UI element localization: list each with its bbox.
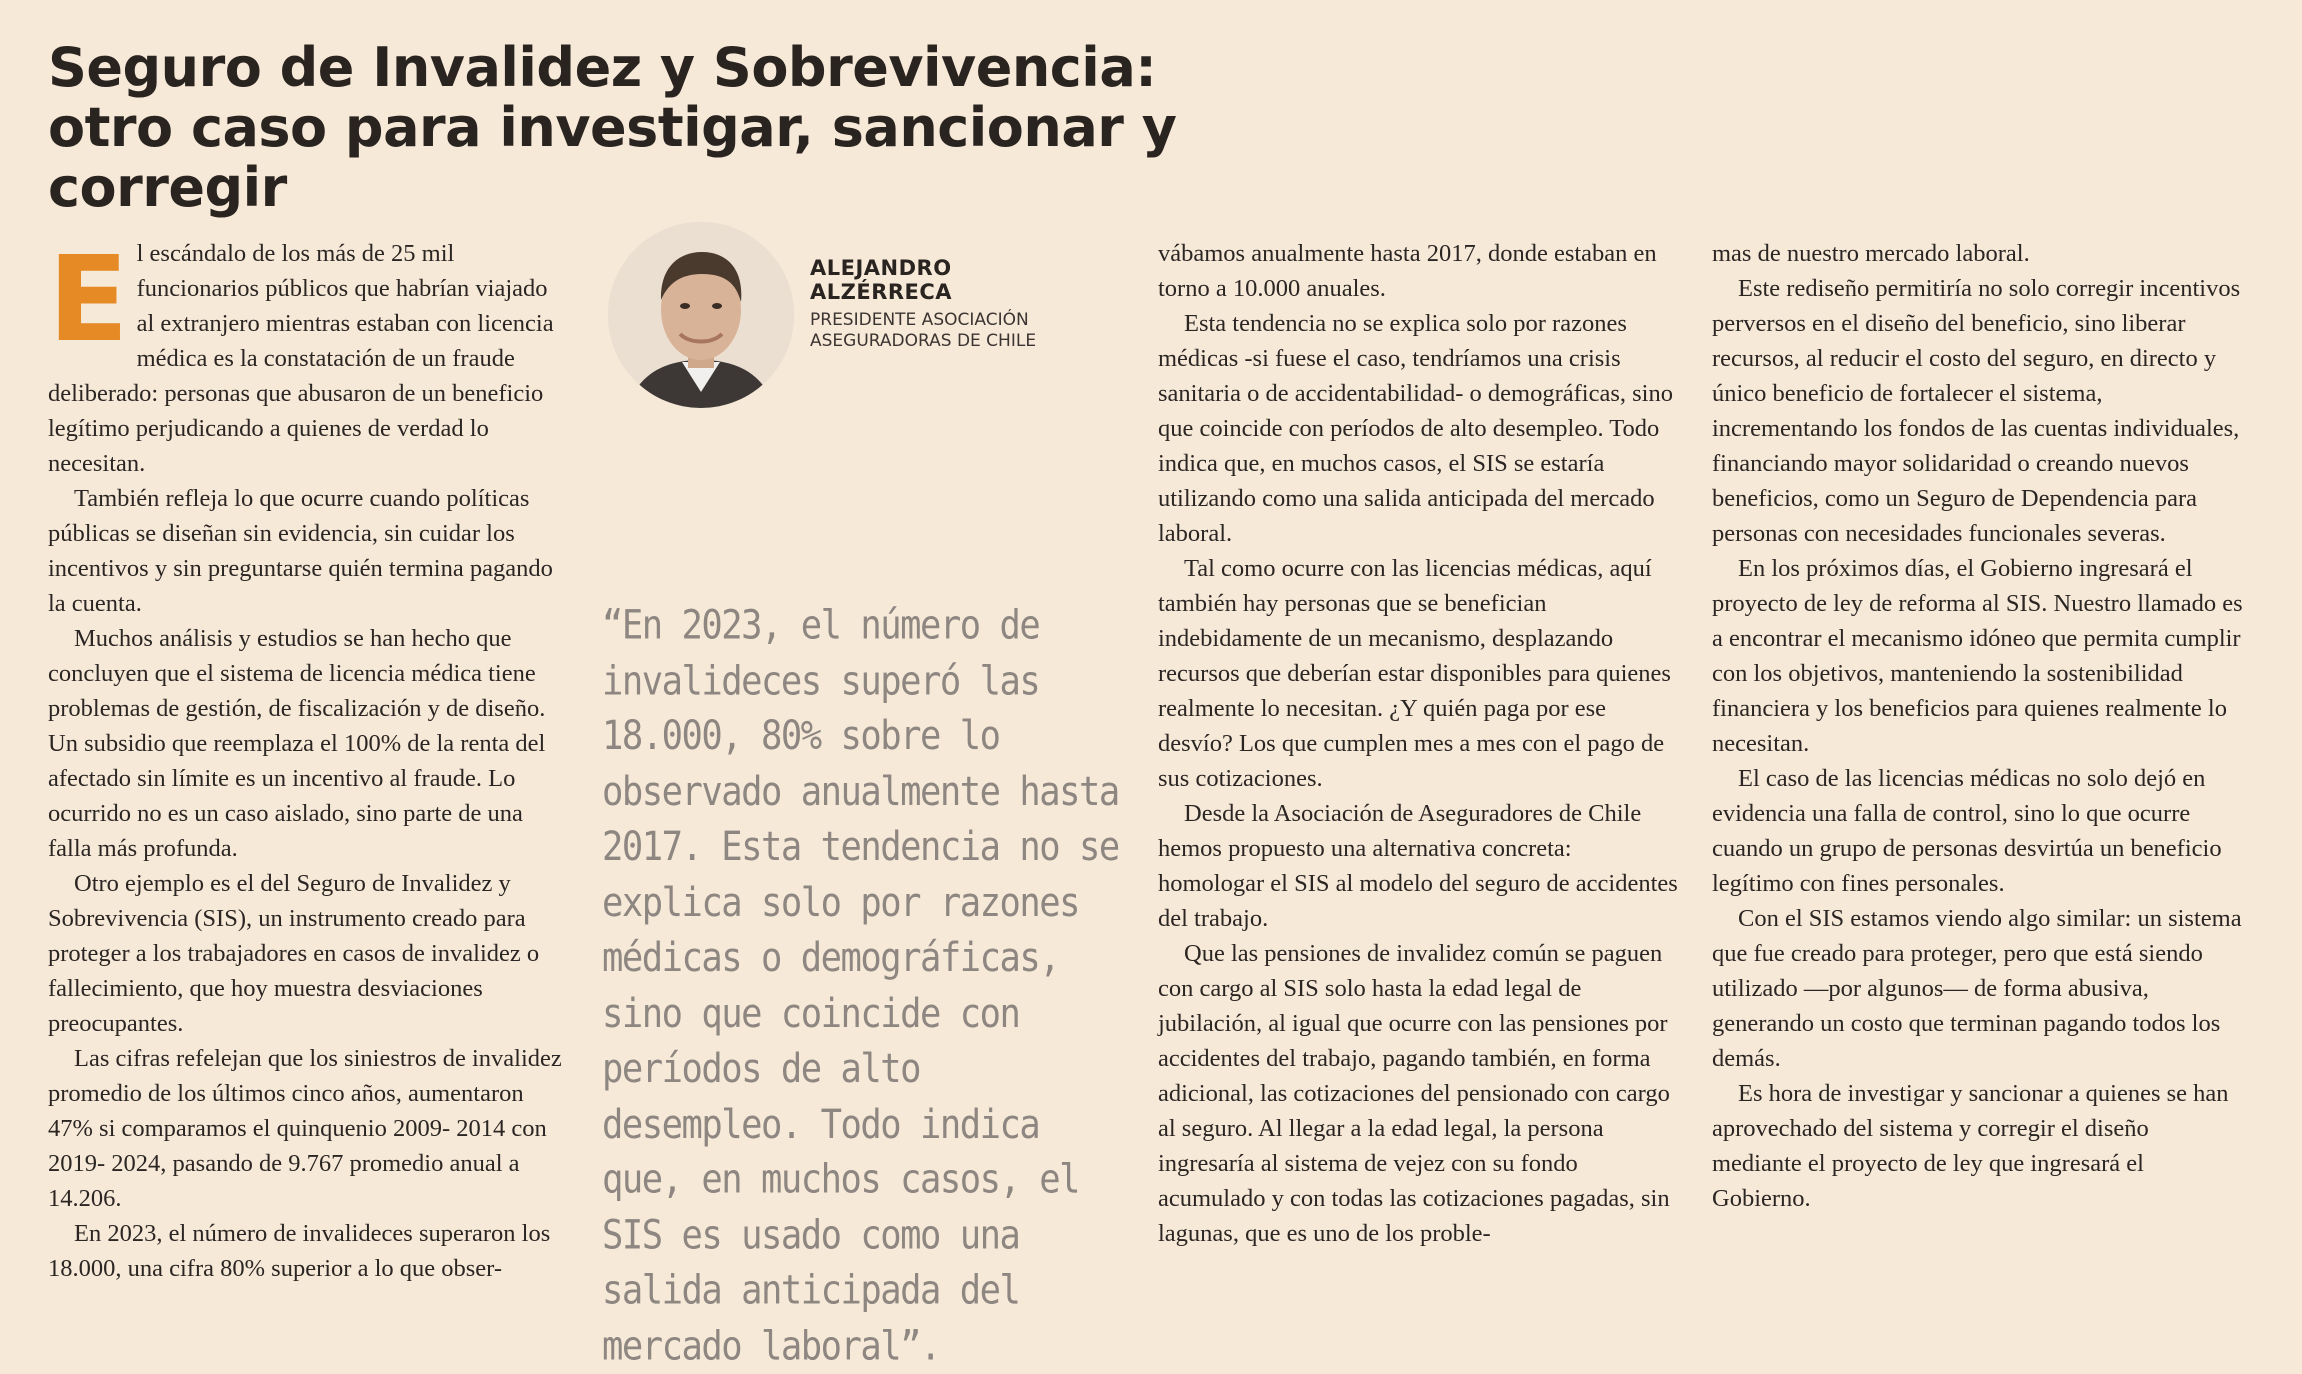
article-headline: Seguro de Invalidez y Sobrevivencia: otro caso para investigar, sancionar y corregir (48, 36, 1177, 219)
author-byline (810, 256, 1070, 352)
article-column-3 (1158, 236, 1678, 1251)
paragraph: Esta tendencia no se explica solo por razones médicas -si fuese el caso, tendríamos una crisis sanitaria o de accidentabilidad- o demográficas, sino que coincide con períodos de alto desempleo. Todo indica que, en muchos casos, el SIS se estaría utilizando como una salida anticipada del mercado laboral. (1158, 310, 1673, 547)
paragraph: l escándalo de los más de 25 mil funcionarios públicos que habrían viajado al extranjero mientras estaban con licencia médica es la constatación de un fraude deliberado: personas que abusaron de un beneficio legítimo perjudicando a quienes de verdad lo necesitan. (48, 240, 554, 477)
paragraph: Con el SIS estamos viendo algo similar: un sistema que fue creado para proteger, pero que está siendo utilizado —por algunos— de forma abusiva, generando un costo que terminan pagando todos los demás. (1712, 905, 2242, 1072)
drop-cap: E (48, 230, 129, 368)
paragraph: Desde la Asociación de Aseguradores de Chile hemos propuesto una alternativa concreta: homologar el SIS al modelo del seguro de accidentes del trabajo. (1158, 800, 1678, 932)
author-role: PRESIDENTE ASOCIACIÓN ASEGURADORAS DE CHILE (810, 310, 1037, 351)
author-portrait (608, 222, 794, 408)
article-column-4 (1712, 236, 2244, 1216)
pull-quote: “En 2023, el número de invalideces superó las 18.000, 80% sobre lo observado anualmente hasta 2017. Esta tendencia no se explica solo por razones médicas o demográficas, sino que coincide con períodos de alto desempleo. Todo indica que, en muchos casos, el SIS es usado como una salida anticipada del mercado laboral”. (602, 602, 1119, 1370)
author-photo-illustration (608, 222, 794, 408)
author-name: ALEJANDRO ALZÉRRECA (810, 256, 953, 304)
paragraph: El caso de las licencias médicas no solo dejó en evidencia una falla de control, sino lo que ocurre cuando un grupo de personas desvirtúa un beneficio legítimo con fines personales. (1712, 765, 2222, 897)
paragraph: Las cifras refelejan que los siniestros de invalidez promedio de los últimos cinco años, aumentaron 47% si comparamos el quinquenio 2009- 2014 con 2019- 2024, pasando de 9.767 promedio anual a 14.206. (48, 1045, 562, 1212)
paragraph: Otro ejemplo es el del Seguro de Invalidez y Sobrevivencia (SIS), un instrumento creado para proteger a los trabajadores en casos de invalidez o fallecimiento, que hoy muestra desviaciones preocupantes. (48, 870, 540, 1037)
paragraph: Es hora de investigar y sancionar a quienes se han aprovechado del sistema y corregir el diseño mediante el proyecto de ley que ingresará el Gobierno. (1712, 1080, 2229, 1212)
paragraph: Tal como ocurre con las licencias médicas, aquí también hay personas que se benefician indebidamente de un mecanismo, desplazando recursos que deberían estar disponibles para quienes realmente lo necesitan. ¿Y quién paga por ese desvío? Los que cumplen mes a mes con el pago de sus cotizaciones. (1158, 555, 1671, 792)
paragraph: vábamos anualmente hasta 2017, donde estaban en torno a 10.000 anuales. (1158, 240, 1657, 302)
paragraph: Este rediseño permitiría no solo corregir incentivos perversos en el diseño del beneficio, sino liberar recursos, al reducir el costo del seguro, en directo y único beneficio de fortalecer el sistema, incrementando los fondos de las cuentas individuales, financiando mayor solidaridad o creando nuevos beneficios, como un Seguro de Dependencia para personas con necesidades funcionales severas. (1712, 275, 2241, 547)
paragraph: Muchos análisis y estudios se han hecho que concluyen que el sistema de licencia médica tiene problemas de gestión, de fiscalización y de diseño. Un subsidio que reemplaza el 100% de la renta del afectado sin límite es un incentivo al fraude. Lo ocurrido no es un caso aislado, sino parte de una falla más profunda. (48, 625, 546, 862)
paragraph: En los próximos días, el Gobierno ingresará el proyecto de ley de reforma al SIS. Nuestro llamado es a encontrar el mecanismo idóneo que permita cumplir con los objetivos, manteniendo la sostenibilidad financiera y los beneficios para quienes realmente lo necesitan. (1712, 555, 2243, 757)
paragraph: También refleja lo que ocurre cuando políticas públicas se diseñan sin evidencia, sin cuidar los incentivos y sin preguntarse quién termina pagando la cuenta. (48, 485, 553, 617)
paragraph: mas de nuestro mercado laboral. (1712, 240, 2030, 267)
paragraph: En 2023, el número de invalideces superaron los 18.000, una cifra 80% superior a lo que obser- (48, 1220, 551, 1282)
paragraph: Que las pensiones de invalidez común se paguen con cargo al SIS solo hasta la edad legal de jubilación, al igual que ocurre con las pensiones por accidentes del trabajo, pagando también, en forma adicional, las cotizaciones del pensionado con cargo al seguro. Al llegar a la edad legal, la persona ingresaría al sistema de vejez con su fondo acumulado y con todas las cotizaciones pagadas, sin lagunas, que es uno de los proble- (1158, 940, 1670, 1247)
article-column-1 (48, 230, 570, 1286)
